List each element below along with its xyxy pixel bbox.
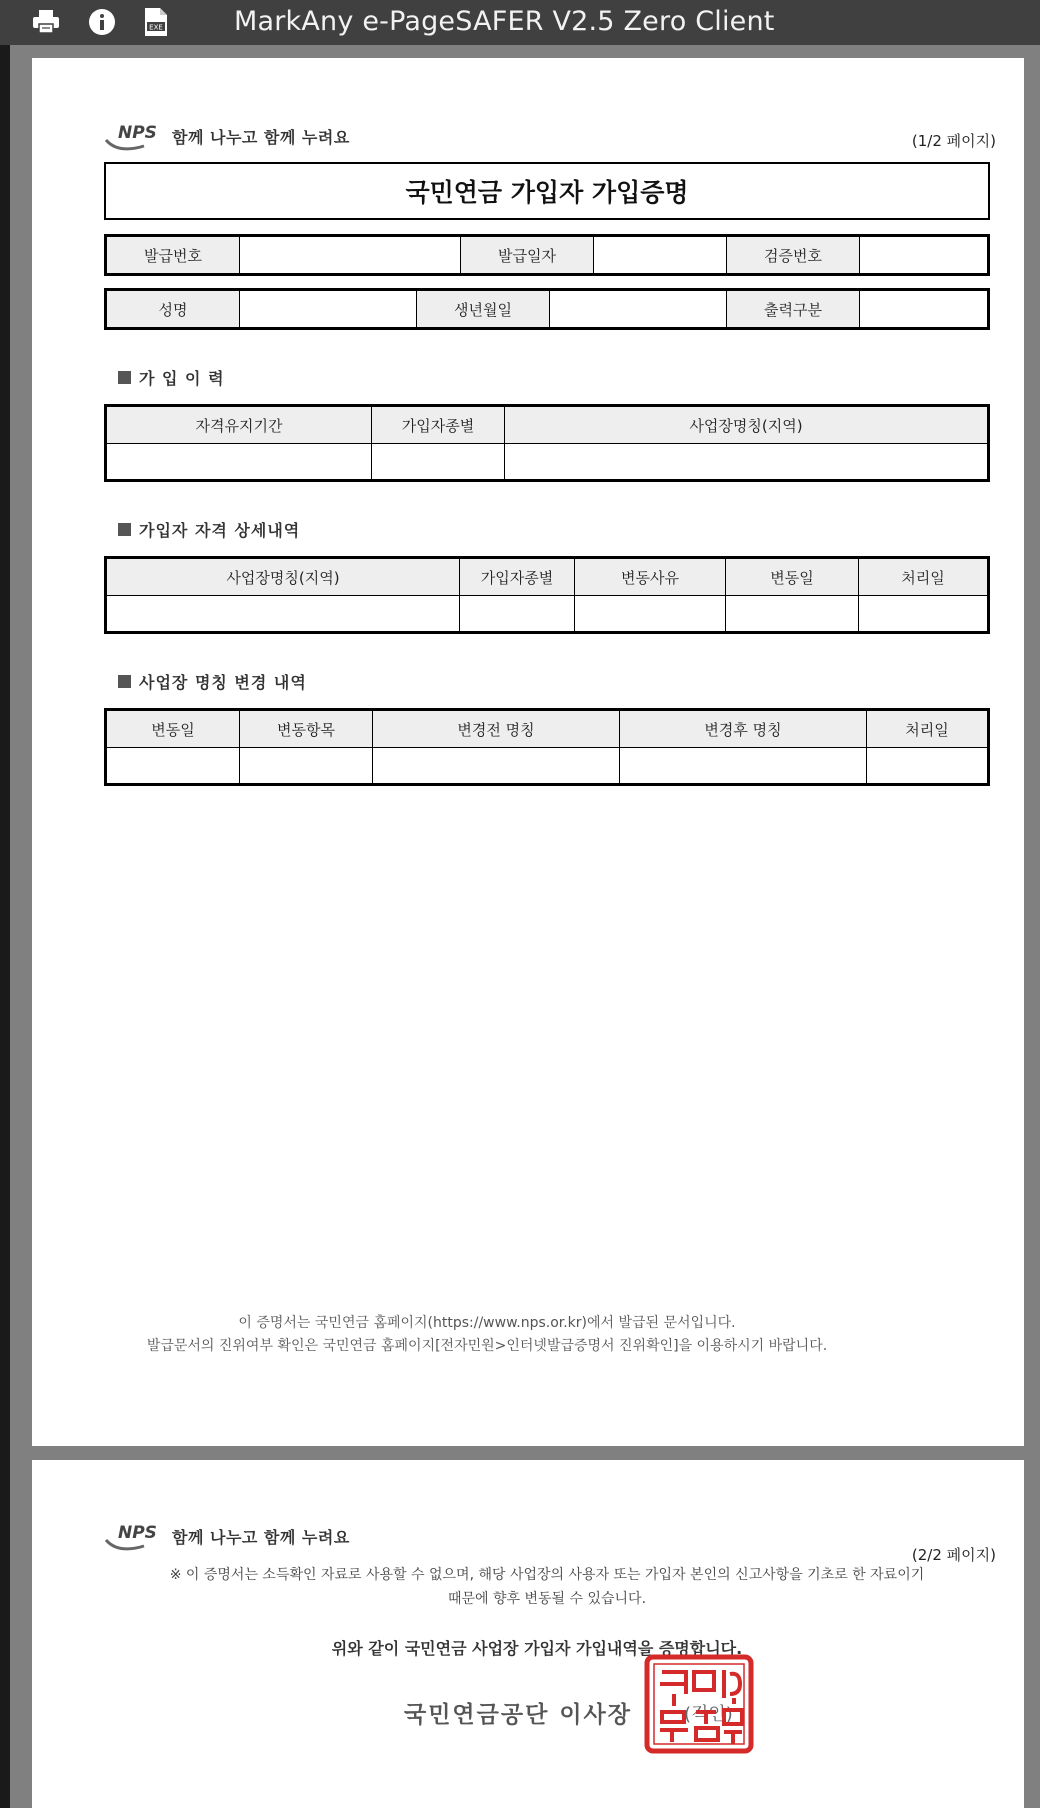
document-title: 국민연금 가입자 가입증명 <box>104 162 990 220</box>
column-header: 사업장명칭(지역) <box>505 406 989 444</box>
table-cell <box>575 596 726 633</box>
personal-info-table <box>104 288 990 330</box>
issue-info-table <box>104 234 990 276</box>
column-header: 변동항목 <box>240 710 373 748</box>
table-cell <box>106 596 460 633</box>
bullet-square-icon <box>118 371 131 384</box>
column-header: 변동일 <box>106 710 240 748</box>
document-page-2 <box>32 1460 1024 1808</box>
column-header: 변동사유 <box>575 558 726 596</box>
table-cell <box>240 748 373 785</box>
page-header-logo <box>104 120 350 152</box>
document-page-1 <box>32 58 1024 1446</box>
table-cell <box>460 596 575 633</box>
slogan-text: 함께 나누고 함께 누려요 <box>172 1527 350 1547</box>
issue-date-label: 발급일자 <box>461 236 594 275</box>
table-cell <box>106 444 372 481</box>
name-change-table <box>104 708 990 786</box>
page-number: (2/2 페이지) <box>911 1546 996 1564</box>
column-header: 변경전 명칭 <box>373 710 620 748</box>
birthdate-value <box>550 290 727 329</box>
name-label: 성명 <box>106 290 240 329</box>
printer-icon[interactable] <box>30 6 62 38</box>
viewer-left-edge <box>0 45 10 1808</box>
notice-line-2: 때문에 향후 변동될 수 있습니다. <box>447 1591 647 1607</box>
svg-text:NPS: NPS <box>118 123 157 143</box>
output-type-label: 출력구분 <box>727 290 860 329</box>
page-number: (1/2 페이지) <box>911 132 996 150</box>
birthdate-label: 생년월일 <box>417 290 550 329</box>
issue-date-value <box>594 236 727 275</box>
bullet-square-icon <box>118 675 131 688</box>
signatory-name: 국민연금공단 이사장 <box>404 1702 632 1728</box>
table-cell <box>859 596 989 633</box>
section-heading-qualification-details: 가입자 자격 상세내역 <box>118 518 300 541</box>
table-cell <box>372 444 505 481</box>
bullet-square-icon <box>118 523 131 536</box>
slogan-text: 함께 나누고 함께 누려요 <box>172 127 350 147</box>
exe-label: EXE <box>149 23 163 32</box>
table-cell <box>726 596 859 633</box>
column-header: 가입자종별 <box>372 406 505 444</box>
name-value <box>240 290 417 329</box>
column-header: 변동일 <box>726 558 859 596</box>
svg-text:NPS: NPS <box>118 1523 157 1543</box>
history-table <box>104 404 990 482</box>
exe-file-icon[interactable] <box>140 6 172 38</box>
table-cell <box>106 748 240 785</box>
column-header: 처리일 <box>859 558 989 596</box>
issue-number-label: 발급번호 <box>106 236 240 275</box>
output-type-value <box>860 290 989 329</box>
table-cell <box>620 748 867 785</box>
notice-line-1: ※ 이 증명서는 소득확인 자료로 사용할 수 없으며, 해당 사업장의 사용자 또는 가입자 본인의 신고사항을 기초로 한 자료이기 <box>169 1567 925 1583</box>
official-seal-icon <box>644 1654 754 1754</box>
app-title: MarkAny e-PageSAFER V2.5 Zero Client <box>234 6 775 37</box>
table-cell <box>505 444 989 481</box>
page-header-logo <box>104 1520 350 1552</box>
qualification-details-table <box>104 556 990 634</box>
column-header: 처리일 <box>867 710 989 748</box>
column-header: 자격유지기간 <box>106 406 372 444</box>
nps-logo-icon <box>104 1520 164 1552</box>
column-header: 가입자종별 <box>460 558 575 596</box>
column-header: 변경후 명칭 <box>620 710 867 748</box>
info-icon[interactable] <box>86 6 118 38</box>
table-cell <box>373 748 620 785</box>
certification-statement: 위와 같이 국민연금 사업장 가입자 가입내역을 증명합니다. <box>331 1639 743 1658</box>
issue-number-value <box>240 236 461 275</box>
footnote-issue-source: 이 증명서는 국민연금 홈페이지(https://www.nps.or.kr)에서 발급된 문서입니다. <box>238 1315 736 1331</box>
seal-suffix: (직인) <box>684 1704 733 1725</box>
viewer-toolbar <box>0 0 1040 45</box>
nps-logo-icon <box>104 120 164 152</box>
verification-number-label: 검증번호 <box>727 236 860 275</box>
table-cell <box>867 748 989 785</box>
column-header: 사업장명칭(지역) <box>106 558 460 596</box>
footnote-verification: 발급문서의 진위여부 확인은 국민연금 홈페이지[전자민원>인터넷발급증명서 진위확인]을 이용하시기 바랍니다. <box>146 1338 828 1354</box>
verification-number-value <box>860 236 989 275</box>
section-heading-name-change: 사업장 명칭 변경 내역 <box>118 670 307 693</box>
section-heading-history: 가 입 이 력 <box>118 366 225 389</box>
